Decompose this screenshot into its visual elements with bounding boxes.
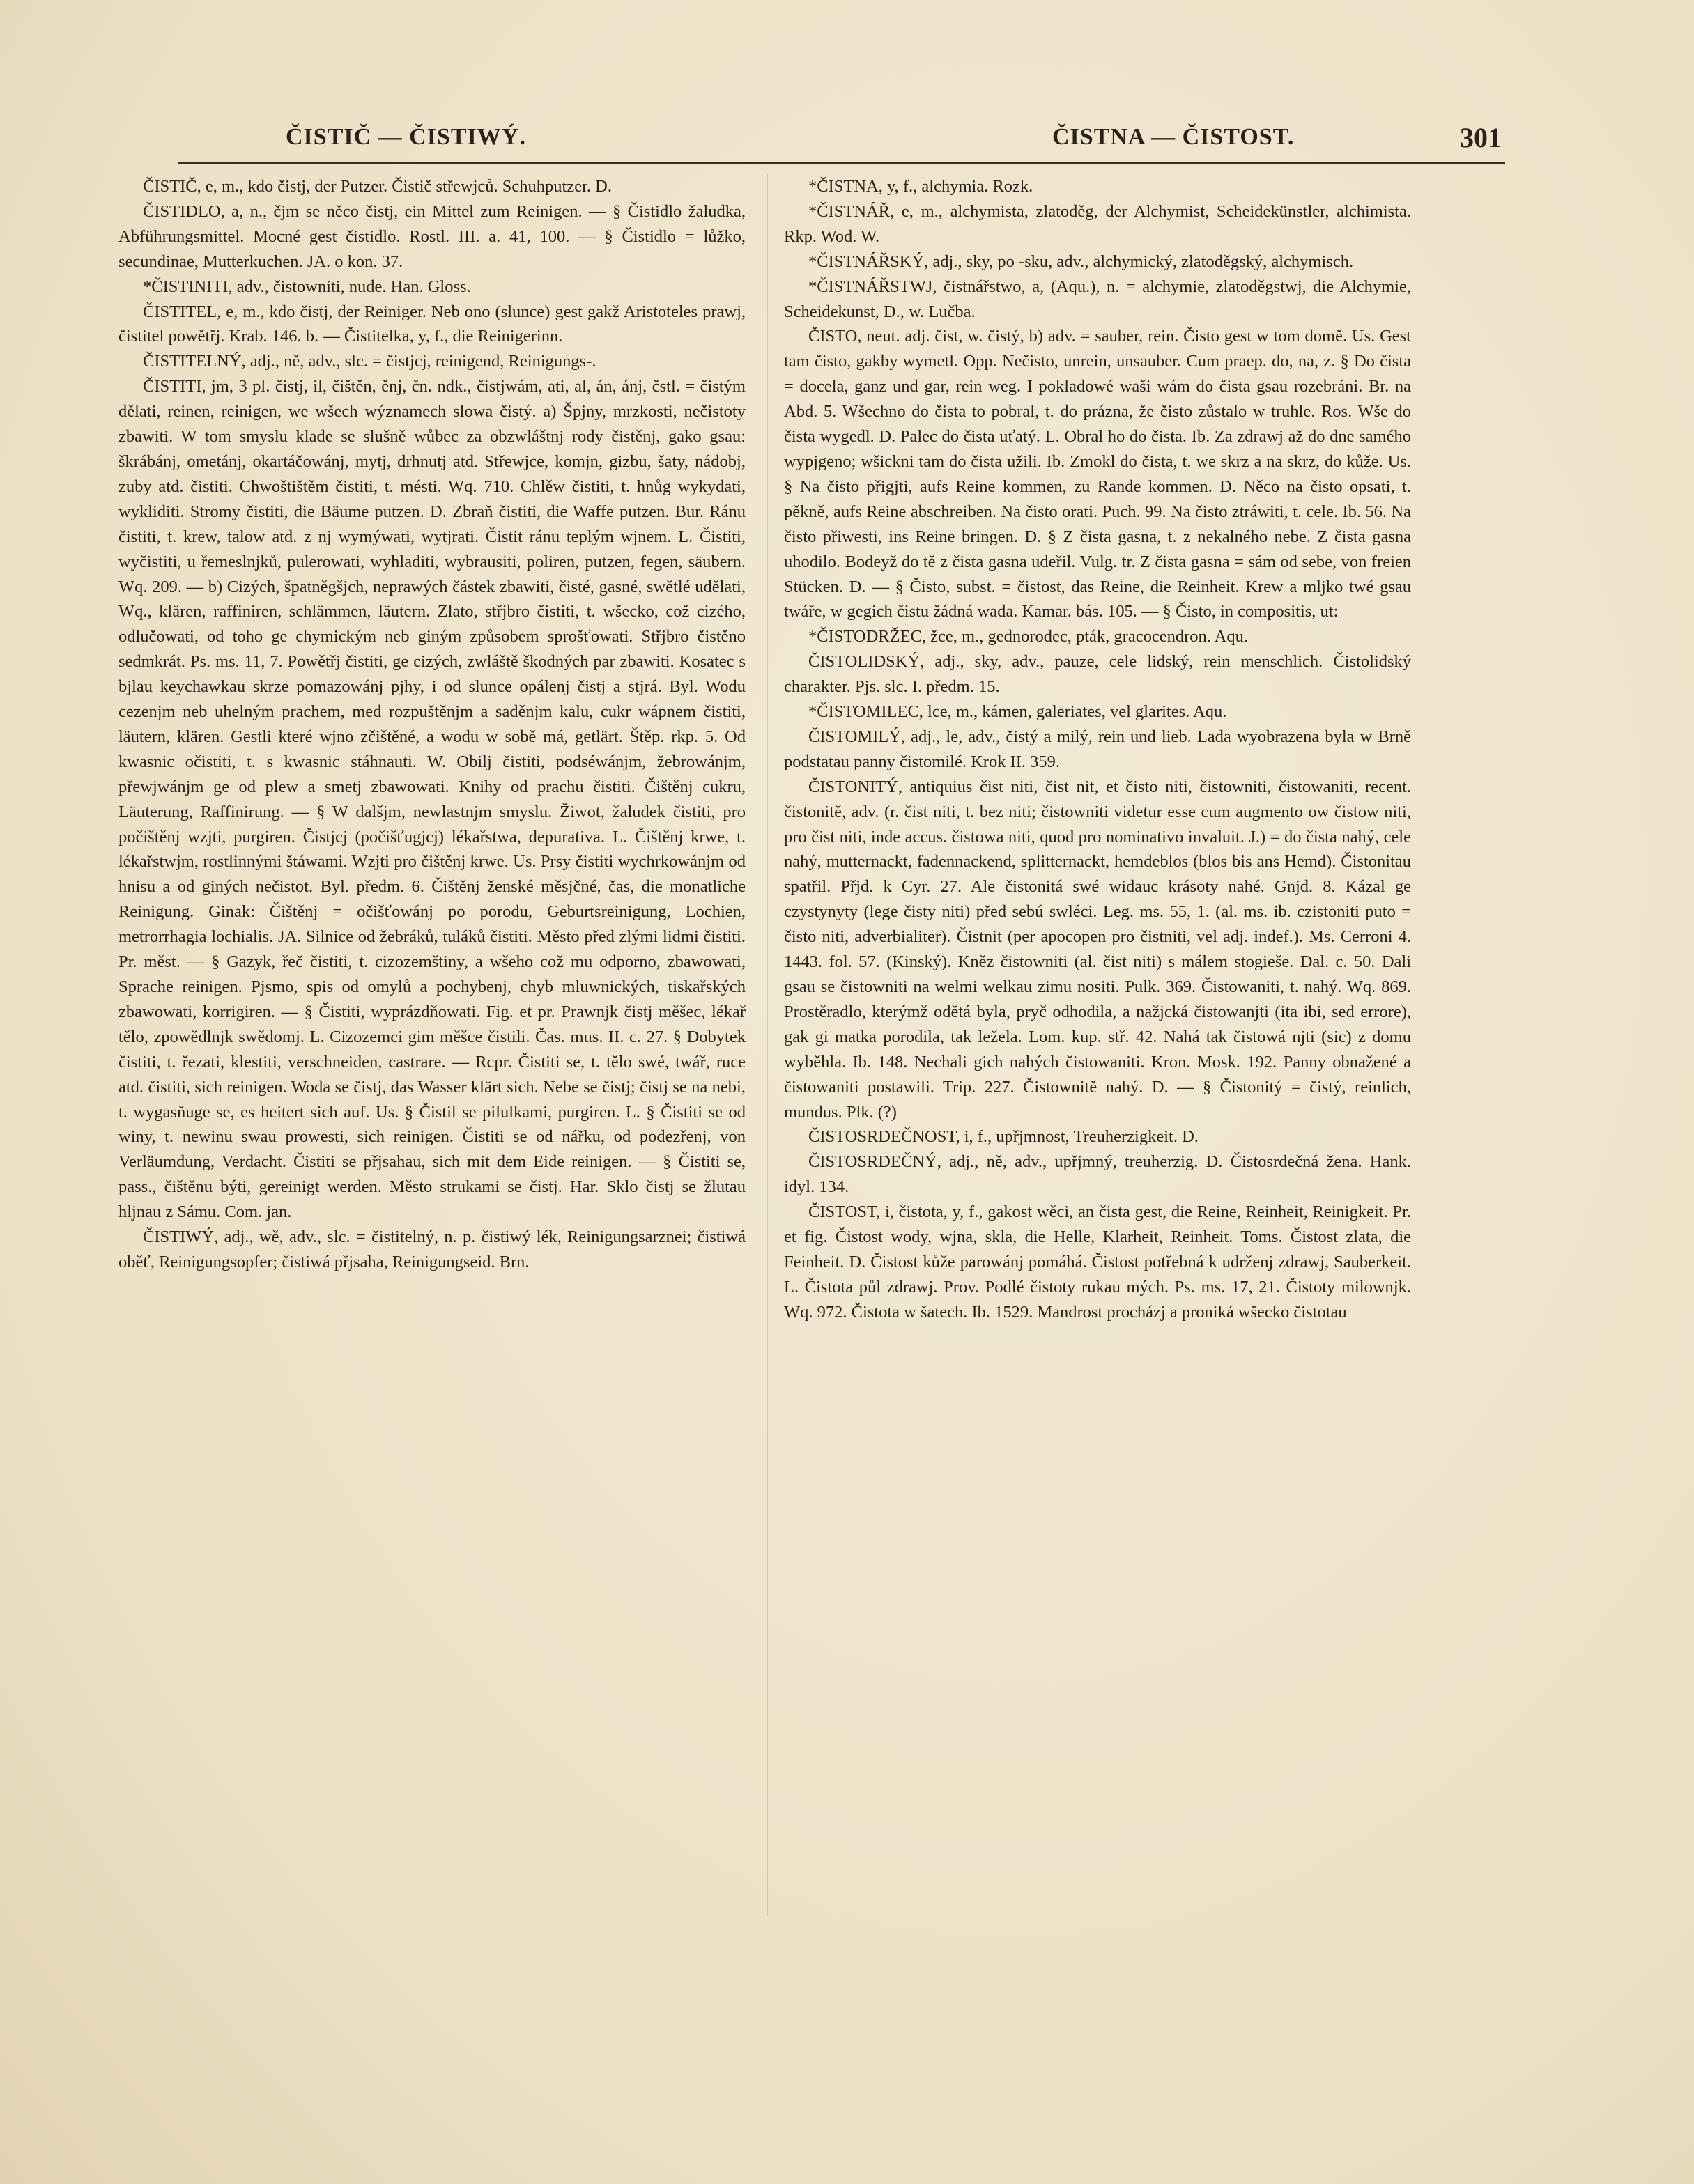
- entry: ČISTOSRDEČNOST, i, f., upřjmnost, Treuherzigkeit. D.: [808, 1127, 1199, 1147]
- entry: ČISTOSRDEČNÝ, adj., ně, adv., upřjmný, treuherzig. D. Čistosrdečná žena. Hank. idyl. 134.: [784, 1152, 1411, 1197]
- entry: ČISTITEL, e, m., kdo čistj, der Reiniger. Neb ono (slunce) gest gakž Aristoteles prawj, čistitel powětřj. Krab. 146. b. — Čistitelka, y, f., die Reinigerinn.: [118, 302, 746, 346]
- entry: ČISTIWÝ, adj., wě, adv., slc. = čistitelný, n. p. čistiwý lék, Reinigungsarznei; čistiwá oběť, Reinigungsopfer; čistiwá přjsaha, Reinigungseid. Brn.: [118, 1227, 746, 1271]
- entry: *ČISTOMILEC, lce, m., kámen, galeriates, vel glarites. Aqu.: [808, 702, 1227, 722]
- left-column: [118, 174, 746, 2167]
- entry: ČISTOST, i, čistota, y, f., gakost wěci, an čista gest, die Reine, Reinheit, Reinigkeit. Pr. et fig. Čistost wody, wjna, skla, die Helle, Klarheit, Reinheit. Toms. Čistost zlata, die Feinheit. D. Čistost kůže parowánj pomáhá. Čistost potřebná k udrženj zdrawj, Sauberkeit. L. Čistota půl zdrawj. Prov. Podlé čistoty rukau mých. Ps. ms. 17, 21. Čistoty milownjk. Wq. 972. Čistota w šatech. Ib. 1529. Mandrost procházj a proniká wšecko čistotau: [784, 1202, 1411, 1322]
- page-header: [174, 124, 1540, 159]
- entry: ČISTO, neut. adj. čist, w. čistý, b) adv. = sauber, rein. Čisto gest w tom domě. Us. Gest tam čisto, gakby wymetl. Opp. Nečisto, unrein, unsauber. Cum praep. do, na, z. § Do čista = docela, ganz und gar, rein weg. I pokladowé waši wám do čista gsau rozebráni. Br. na Abd. 5. Wšechno do čista to pobral, t. do prázna, že čisto zůstalo w truhle. Ros. Wše do čista wygedl. D. Palec do čista uťatý. L. Obral ho do čista. Ib. Za zdrawj až do dne saméhо wypjgeno; wšickni tam do čista užili. Ib. Zmokl do čista, t. we skrz a na skrz, do kůže. Us. § Na čisto přigjti, aufs Reine kommen, zu Rande kommen. D. Něco na čisto opsati, t. pěkně, aufs Reine abschreiben. Na čisto orati. Puch. 99. Na čisto ztráwiti, t. cele. Ib. 56. Na čisto přiwesti, ins Reine bringen. D. § Z čista gasna, t. z nekalného nebe. Z čista gasna uhodilo. Bodeyž do tě z čista gasna udeřil. Vulg. tr. Z čista gasna = sám od sebe, von freien Stücken. D. — § Čisto, subst. = čistost, das Reine, die Reinheit. Krew a mljko twé gsau twáře, w gegich čistu žádná wada. Kamar. bás. 105. — § Čisto, in compositis, ut:: [784, 327, 1411, 621]
- entry: *ČISTNÁŘ, e, m., alchymista, zlatoděg, der Alchymist, Scheidekünstler, alchimista. Rkp. Wod. W.: [784, 201, 1411, 246]
- entry: ČISTIČ, e, m., kdo čistj, der Putzer. Čistič střewjců. Schuhputzer. D.: [143, 177, 612, 196]
- header-rule: [178, 162, 1505, 164]
- entry: *ČISTINITI, adv., čistowniti, nude. Han. Gloss.: [143, 277, 471, 296]
- entry: ČISTOMILÝ, adj., le, adv., čistý a milý, rein und lieb. Lada wyobrazena byla w Brně podstatau panny čistomilé. Krok II. 359.: [784, 727, 1411, 771]
- entry: ČISTONITÝ, antiquius čist niti, čist nit, et čisto niti, čistowniti, čistowaniti, recent. čistonitě, adv. (r. čist niti, t. bez niti; čistowniti videtur esse cum augmento ow čistow niti, pro čist niti, inde accus. čistowa niti, quod pro nominativo invaluit. J.) = do čista nahý, cele nahý, mutternackt, fadennackend, splitternackt, hemdeblos (blos bis ans Hemd). Čistonitau spatřil. Přjd. k Cyr. 27. Ale čistonitá swé widauc krásoty nahé. Gnjd. 8. Kázal ge czystynyty (lege čisty niti) před sebú swléci. Leg. ms. 55, 1. (al. ms. ib. czistoniti puto = čisto niti, adverbialiter). Čistnit (per apocopen pro čistniti, vel adj. indef.). Ms. Cerroni 4. 1443. fol. 57. (Kinský). Kněz čistowniti (al. čist niti) s málem stogieše. Dal. c. 50. Dali gsau se čistowniti na welmi welkau zimu nositi. Pulk. 369. Čistowaniti, t. nahý. Wq. 869. Prostěradlo, kterýmž odětá byla, pryč odhodila, a nažjcká čistowanjti (ita ibi, sed errore), gak gi matka porodila, tak ležela. Lom. kup. stř. 42. Nahá tak čistowá njti (sic) z domu wyběhla. Ib. 148. Nechali gich nahých čistowaniti. Kron. Mosk. 192. Panny obnažené a čistowaniti postawili. Trip. 227. Čistownitě nahý. D. — § Čistonitý = čistý, reinlich, mundus. Plk. (?): [784, 777, 1411, 1122]
- entry: *ČISTNA, y, f., alchymia. Rozk.: [808, 177, 1033, 196]
- right-column: [784, 174, 1411, 2167]
- right-running-head: ČISTNA — ČISTOST.: [1052, 124, 1295, 150]
- column-gutter: [767, 174, 768, 1916]
- entry: ČISTITI, jm, 3 pl. čistj, il, čištěn, ěnj, čn. ndk., čistjwám, ati, al, án, ánj, čstl. = čistým dělati, reinen, reinigen, we wšech wýznamech slowa čistý. a) Špjny, mrzkosti, nečistoty zbawiti. W tom smyslu klade se slušně wůbec za obzwláštnj rody čistěnj, gako gsau: škrábánj, ometánj, okartáčowánj, mytj, drhnutj atd. Střewjce, komjn, gizbu, šaty, nádobj, zuby atd. čistiti. Chwoštištěm čistiti, t. mésti. Wq. 710. Chlěw čistiti, t. hnůg wykydati, wykliditi. Stromy čistiti, die Bäume putzen. D. Zbraň čistiti, die Waffe putzen. Bur. Ránu čistiti, t. krew, talow atd. z nj wymýwati, wytjrati. Čistit ránu teplým wjnem. L. Čistiti, wyčistiti, u řemeslnjků, pulerowati, wyhladiti, wybrausiti, poliren, putzen, fegen, säubern. Wq. 209. — b) Cizých, špatněgšjch, neprawých částek zbawiti, čisté, gasné, swětlé udělati, Wq., klären, raffiniren, schlämmen, läutern. Zlato, střjbro čistiti, t. wšecko, což cizého, odlučowati, od toho ge chymickým neb giným způsobem sprošťowati. Střjbro čistěno sedmkrát. Ps. ms. 11, 7. Powětřj čistiti, ge cizých, zwláště škodných par zbawiti. Kosatec s bjlau keychawkau skrze pomazowánj pjhy, i od slunce opálenj čistj a stjrá. Byl. Wodu cezenjm neb uhelným prachem, med rozpuštěnjm a saděnjm kalu, cukr wápnem čistiti, läutern, klären. Gestli které wjno zčištěné, a wodu w sobě má, getlärt. Štěp. rkp. 5. Od kwasnic očistiti, t. s kwasnic stáhnauti. W. Obilj čistiti, podséwánjm, žebrowánjm, přewjwánjm ge od plew a smetj zbawowati. Knihy od prachu čistiti. Čištěnj cukru, Läuterung, Raffinirung. — § W dalšjm, newlastnjm smyslu. Žiwot, žaludek čistiti, pro počištěnj wzjti, purgiren. Čistjcj (počišťugjcj) lékařstwa, depurativa. L. Čištěnj krwe, t. lékařstwjm, rostlinnými štáwami. Wzjti pro čištěnj krwe. Us. Prsy čistiti wychrkowánjm od hnisu a od giných nečistot. Byl. předm. 6. Čištěnj ženské měsjčné, čas, die monatliche Reinigung. Ginak: Čištěnj = očišťowánj po porodu, Geburtsreinigung, Lochien, metrorrhagia lochialis. JA. Silnice od žebráků, tuláků čistiti. Město před zlými lidmi čistiti. Pr. měst. — § Gazyk, řeč čistiti, t. cizozemštiny, a wšeho což mu odporno, zbawowati, Sprache reinigen. Pjsmo, spis od omylů a pochybenj, chyb mluwnických, tiskařských zbawowati, korrigiren. — § Čistiti, wyprázdňowati. Fig. et pr. Prawnjk čistj měšec, lékař tělo, zpowědlnjk swědomj. L. Cizozemci gim měšce čistili. Čas. mus. II. c. 27. § Dobytek čistiti, t. řezati, klestiti, verschneiden, castrare. — Rcpr. Čistiti se, t. tělo swé, twář, ruce atd. čistiti, sich reinigen. Woda se čistj, das Wasser klärt sich. Nebe se čistj; čistj se na nebi, t. wygasňuge se, es heitert sich auf. Us. § Čistil se pilulkami, purgiren. L. § Čistiti se od winy, t. newinu swau prowesti, sich reinigen. Čistiti se od nářku, od podezřenj, von Verläumdung, Verdacht. Čistiti se přjsahau, sich mit dem Eide reinigen. — § Čistiti se, pass., čištěnu býti, gereinigt werden. Město strukami se čistj. Har. Sklo čistj se žlutau hljnau z Sámu. Com. jan.: [118, 377, 746, 1222]
- page-number: 301: [1460, 122, 1502, 153]
- entry: ČISTOLIDSKÝ, adj., sky, adv., pauze, cele lidský, rein menschlich. Čistolidský charakter. Pjs. slc. I. předm. 15.: [784, 652, 1411, 697]
- entry: ČISTIDLO, a, n., čjm se něco čistj, ein Mittel zum Reinigen. — § Čistidlo žaludka, Abführungsmittel. Mocné gest čistidlo. Rostl. III. a. 41, 100. — § Čistidlo = lůžko, secundinae, Mutterkuchen. JA. o kon. 37.: [118, 201, 746, 271]
- entry: *ČISTNÁŘSTWJ, čistnářstwo, a, (Aqu.), n. = alchymie, zlatoděgstwj, die Alchymie, Scheidekunst, D., w. Lučba.: [784, 277, 1411, 321]
- entry: *ČISTNÁŘSKÝ, adj., sky, po -sku, adv., alchymický, zlatoděgský, alchymisch.: [808, 251, 1354, 271]
- entry: *ČISTODRŽEC, žce, m., gednorodec, pták, gracocendron. Aqu.: [808, 627, 1248, 646]
- entry: ČISTITELNÝ, adj., ně, adv., slc. = čistjcj, reinigend, Reinigungs-.: [143, 352, 596, 371]
- left-running-head: ČISTIČ — ČISTIWÝ.: [286, 124, 526, 150]
